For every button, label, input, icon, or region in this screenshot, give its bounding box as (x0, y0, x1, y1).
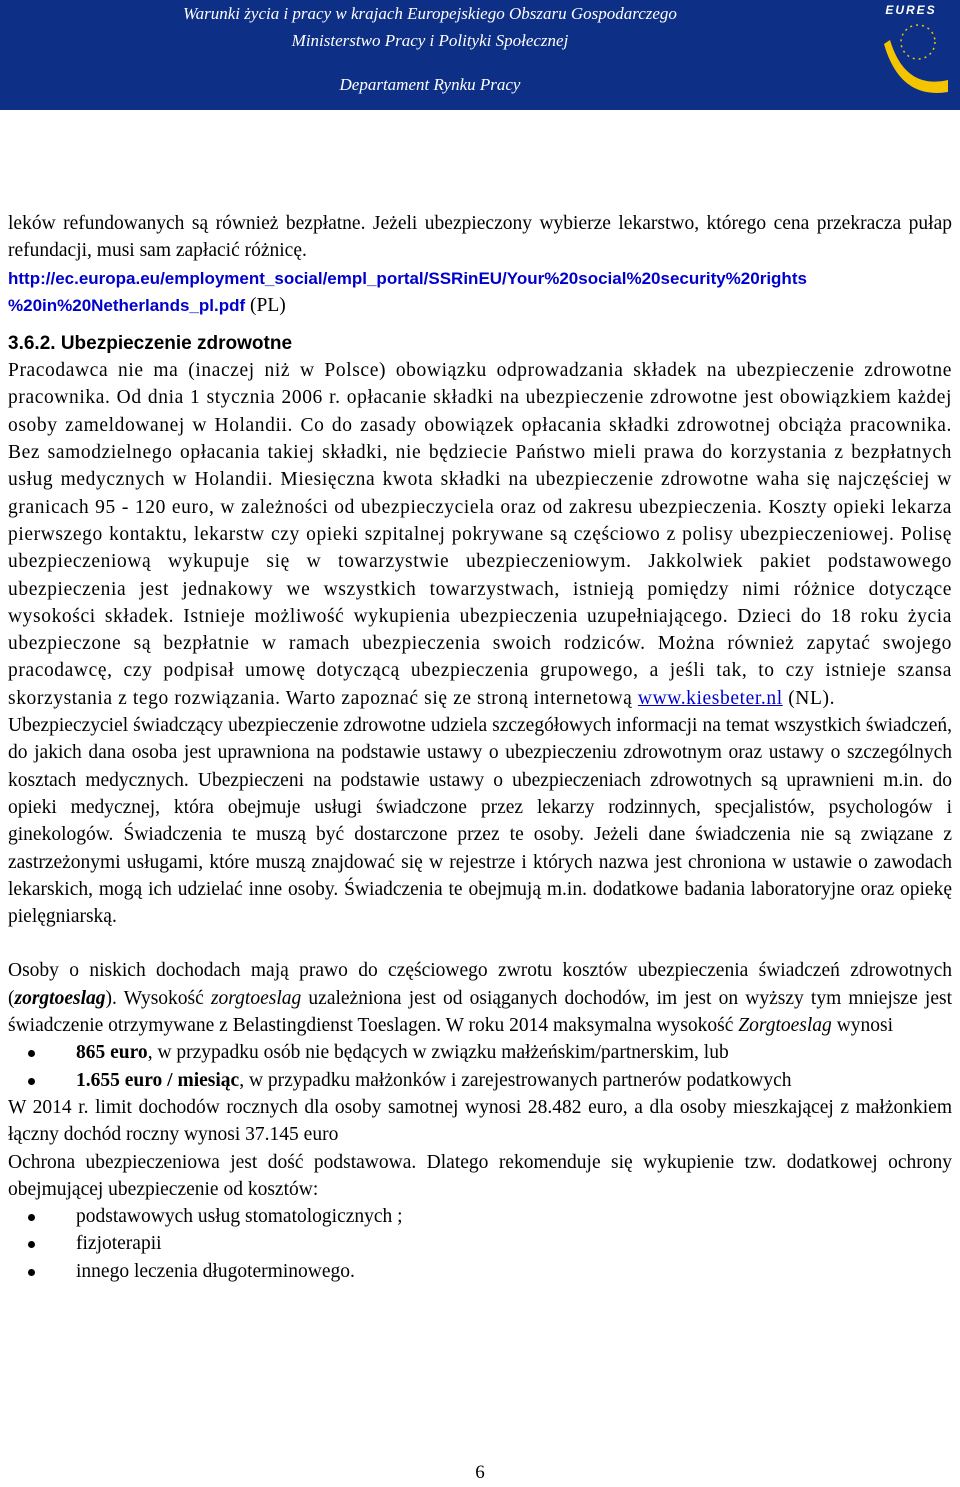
logo-text: EURES (885, 3, 937, 17)
bullet-icon (28, 1214, 35, 1221)
source-link[interactable]: http://ec.europa.eu/employment_social/empl_portal/SSRinEU/Your%20social%20security%20rights %20in%20Netherlands_pl.pdf (8, 268, 807, 315)
coverage-list (8, 1203, 952, 1285)
kiesbeter-link[interactable]: www.kiesbeter.nl (637, 687, 783, 709)
list-item (8, 1039, 952, 1066)
term-zorgtoeslag: zorgtoeslag (14, 987, 106, 1009)
header-title: Warunki życia i pracy w krajach Europejskiego Obszaru Gospodarczego (183, 4, 677, 23)
term-zorgtoeslag: zorgtoeslag (210, 987, 302, 1009)
document-body (8, 210, 952, 1285)
insurer-paragraph: Ubezpieczyciel świadczący ubezpieczenie zdrowotne udziela szczegółowych informacji na temat wszystkich świadczeń, do jakich dana osoba jest uprawniona na podstawie ustawy o ubezpieczeniu zdrowotnym oraz ustawy o szczególnych kosztach medycznych. Ubezpieczeni na podstawie ustawy o ubezpieczeniach zdrowotnych są uprawnieni m.in. do opieki medycznej, która obejmuje usługi świadczone przez lekarzy rodzinnych, specjalistów, psychologów i ginekologów. Świadczenia te muszą być dostarczone przez te osoby. Jeżeli dane świadczenia nie są związane z zastrzeżonymi usługami, które muszą znajdować się w rejestrze i których nazwa jest chroniona w ustawie o zawodach lekarskich, mogą ich udzielać inne osoby. Świadczenia te obejmują m.in. dodatkowe badania laboratoryjne oraz opiekę pielęgniarską. (8, 715, 952, 928)
zorgtoeslag-paragraph (8, 957, 952, 1039)
amount-bold: 865 euro (76, 1042, 148, 1064)
list-item-text: fizjoterapii (76, 1233, 162, 1255)
bullet-icon (28, 1078, 35, 1085)
paragraph-text: Osoby o niskich dochodach mają prawo do częściowego zwrotu kosztów ubezpieczenia świadczeń zdrowotnych ( (8, 960, 952, 1009)
paragraph-text: wynosi (831, 1015, 894, 1037)
list-item-text: podstawowych usług stomatologicznych ; (76, 1206, 403, 1228)
paragraph-text: (NL). (782, 687, 836, 709)
allowance-list (8, 1039, 952, 1094)
list-item-text: innego leczenia długoterminowego. (76, 1260, 355, 1282)
income-limit-paragraph: W 2014 r. limit dochodów rocznych dla osoby samotnej wynosi 28.482 euro, a dla osoby mieszkającej z małżonkiem łączny dochód roczny wynosi 37.145 euro (8, 1096, 952, 1146)
section-heading: 3.6.2. Ubezpieczenie zdrowotne (8, 333, 293, 355)
intro-paragraph: leków refundowanych są również bezpłatne. Jeżeli ubezpieczony wybierze lekarstwo, którego cena przekracza pułap refundacji, musi sam zapłacić różnicę. (8, 213, 952, 262)
document-header (0, 0, 960, 110)
paragraph-text: uzależniona jest od osiąganych dochodów, im jest on wyższy tym mniejsze jest świadczenie otrzymywane z Belastingdienst Toeslagen. W roku 2014 maksymalna wysokość (8, 987, 952, 1037)
bullet-icon (28, 1241, 35, 1248)
list-item (8, 1230, 952, 1257)
list-item (8, 1203, 952, 1230)
page-number: 6 (475, 1462, 485, 1483)
term-zorgtoeslag: Zorgtoeslag (738, 1015, 832, 1037)
list-item-text: , w przypadku osób nie będących w związku małżeńskim/partnerskim, lub (147, 1042, 729, 1064)
additional-coverage-paragraph: Ochrona ubezpieczeniowa jest dość podstawowa. Dlatego rekomenduje się wykupienie tzw. dodatkowej ochrony obejmującej ubezpieczenie od kosztów: (8, 1151, 952, 1200)
bullet-icon (28, 1269, 35, 1276)
list-item-text: , w przypadku małżonków i zarejestrowanych partnerów podatkowych (239, 1069, 792, 1091)
list-item (8, 1067, 952, 1094)
list-item (8, 1258, 952, 1285)
header-ministry: Ministerstwo Pracy i Polityki Społecznej (291, 31, 569, 50)
paragraph-text: Pracodawca nie ma (inaczej niż w Polsce) obowiązku odprowadzania składek na ubezpieczenie zdrowotne pracownika. Od dnia 1 stycznia 2006 r. opłacanie składki na ubezpieczenie zdrowotne jest obowiązkiem każdej osoby zameldowanej w Holandii. Co do zasady obowiązek opłacania składki zdrowotnej obciąża pracownika. Bez samodzielnego opłacania takiej składki, nie będziecie Państwo mieli prawa do korzystania z bezpłatnych usług medycznych w Holandii. Miesięczna kwota składki na ubezpieczenie zdrowotne waha się najczęściej w granicach 95 - 120 euro, w zależności od ubezpieczyciela oraz od zakresu ubezpieczenia. Koszty opieki lekarza pierwszego kontaktu, lekarstw czy opieki szpitalnej pokrywane są częściowo z polisy ubezpieczeniowej. Polisę ubezpieczeniową wykupuje się w towarzystwie ubezpieczeniowym. Jakkolwiek pakiet podstawowego ubezpieczenia jest jednakowy we wszystkich towarzystwach, istnieją pomiędzy nimi różnice dotyczące wysokości składek. Istnieje możliwość wykupienia ubezpieczenia uzupełniającego. Dzieci do 18 roku życia ubezpieczone są bezpłatnie w ramach ubezpieczenia swoich rodziców. Można również zapytać swojego pracodawcę, czy podpisał umowę dotyczącą ubezpieczenia grupowego, a jeśli tak, to czy istnieje szansa skorzystania z tego rozwiązania. Warto zapoznać się ze stroną internetową (8, 360, 952, 709)
bullet-icon (28, 1050, 35, 1057)
paragraph-text: ). Wysokość (105, 987, 211, 1009)
eures-logo (870, 0, 952, 100)
health-insurance-paragraph (8, 357, 952, 712)
source-link-suffix: (PL) (245, 294, 286, 316)
header-department: Departament Rynku Pracy (339, 75, 521, 94)
amount-bold: 1.655 euro / miesiąc (76, 1069, 240, 1091)
source-link-line (8, 265, 952, 320)
